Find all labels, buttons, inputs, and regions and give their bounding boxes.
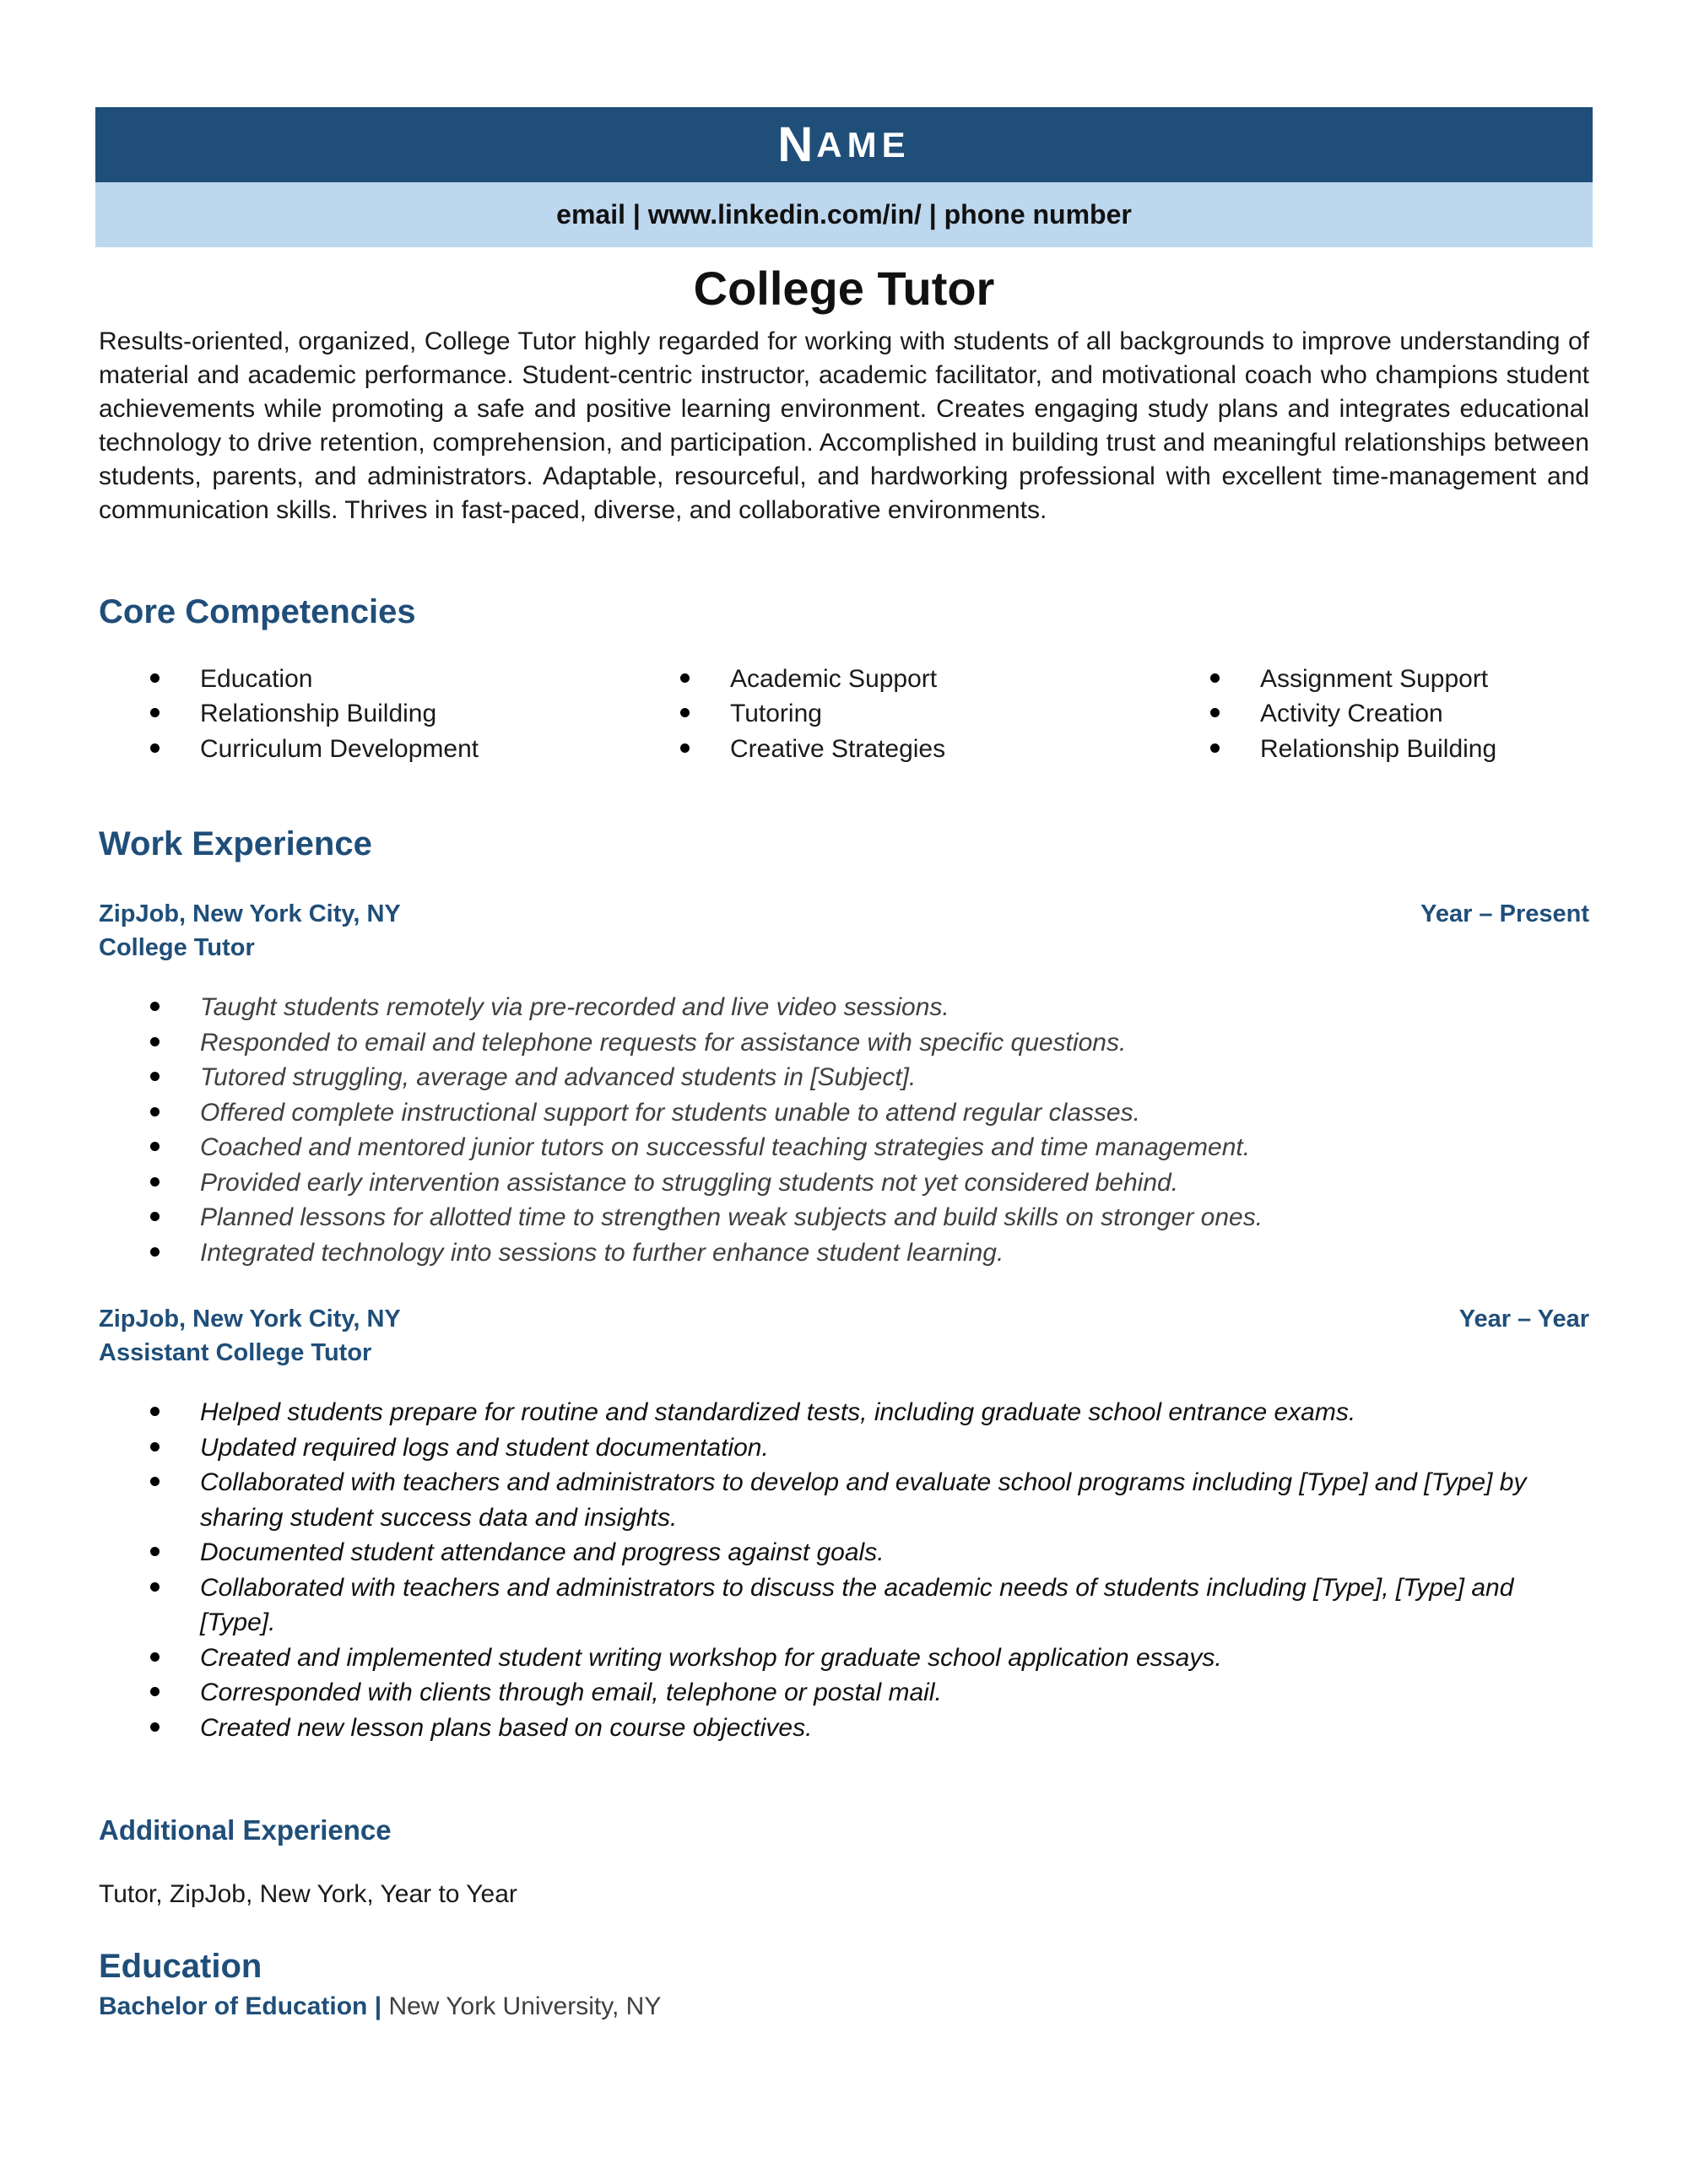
job-dates: Year – Present (1420, 900, 1589, 928)
job-role: Assistant College Tutor (99, 1339, 372, 1367)
competency-item: Activity Creation (1155, 696, 1593, 732)
job-bullet: Collaborated with teachers and administrators to discuss the academic needs of students including [Type], [Type] and [Type]. (95, 1570, 1593, 1641)
competency-item: Creative Strategies (625, 732, 1155, 767)
job-bullet: Collaborated with teachers and administrators to develop and evaluate school programs including [Type] and [Type] by sharing student success data and insights. (95, 1465, 1593, 1535)
job-bullet: Provided early intervention assistance to struggling students not yet considered behind. (95, 1165, 1593, 1201)
competencies-column-1 (95, 662, 625, 767)
competency-item: Relationship Building (95, 696, 625, 732)
education-line (99, 1992, 1593, 2021)
name-rest: AME (816, 124, 911, 165)
name-banner (95, 107, 1593, 182)
job-bullet: Offered complete instructional support for students unable to attend regular classes. (95, 1095, 1593, 1131)
education-degree: Bachelor of Education | (99, 1992, 382, 2021)
job-company: ZipJob, New York City, NY (99, 900, 401, 928)
job-header (99, 1302, 1589, 1336)
additional-experience-heading: Additional Experience (99, 1814, 392, 1846)
education-school: New York University, NY (388, 1992, 662, 2021)
education-heading: Education (99, 1948, 262, 1986)
job-company: ZipJob, New York City, NY (99, 1306, 401, 1333)
job-dates: Year – Year (1458, 1306, 1589, 1333)
job-bullet: Planned lessons for allotted time to strengthen weak subjects and build skills on stronger ones. (95, 1200, 1593, 1235)
summary-paragraph: Results-oriented, organized, College Tutor highly regarded for working with students of all backgrounds to improve understanding of material and academic performance. Student-centric instructor, academic facilitator, and motivational coach who champions student achievements while promoting a safe and positive learning environment. Creates engaging study plans and integrates educational technology to drive retention, comprehension, and participation. Accomplished in building trust and meaningful relationships between students, parents, and administrators. Adaptable, resourceful, and hardworking professional with excellent time-management and communication skills. Thrives in fast-paced, diverse, and collaborative environments. (99, 327, 1589, 524)
core-competencies-heading: Core Competencies (99, 592, 416, 630)
job-title: College Tutor (693, 262, 995, 315)
competencies-column-3 (1155, 662, 1593, 767)
job-bullet: Created and implemented student writing workshop for graduate school application essays. (95, 1641, 1593, 1676)
competencies-grid (95, 662, 1593, 767)
job-bullet: Tutored struggling, average and advanced students in [Subject]. (95, 1060, 1593, 1095)
job-bullet: Created new lesson plans based on course objectives. (95, 1711, 1593, 1746)
competency-item: Relationship Building (1155, 732, 1593, 767)
job-role: College Tutor (99, 934, 255, 962)
job-bullets (95, 990, 1593, 1270)
job-bullet: Documented student attendance and progress against goals. (95, 1535, 1593, 1570)
competency-item: Assignment Support (1155, 662, 1593, 697)
name-initial: N (777, 117, 817, 172)
competencies-column-2 (625, 662, 1155, 767)
job-bullet: Responded to email and telephone requests for assistance with specific questions. (95, 1025, 1593, 1061)
resume-page (95, 107, 1593, 2021)
job-bullet: Taught students remotely via pre-recorded and live video sessions. (95, 990, 1593, 1025)
job-bullets (95, 1395, 1593, 1745)
additional-experience-text: Tutor, ZipJob, New York, Year to Year (99, 1880, 517, 1909)
competency-item: Tutoring (625, 696, 1155, 732)
job-bullet: Corresponded with clients through email, telephone or postal mail. (95, 1675, 1593, 1711)
job-bullet: Integrated technology into sessions to further enhance student learning. (95, 1235, 1593, 1271)
competency-item: Curriculum Development (95, 732, 625, 767)
job-header (99, 897, 1589, 931)
competency-item: Academic Support (625, 662, 1155, 697)
job-bullet: Coached and mentored junior tutors on successful teaching strategies and time management. (95, 1130, 1593, 1165)
contact-line: email | www.linkedin.com/in/ | phone number (95, 182, 1593, 247)
work-experience-heading: Work Experience (99, 825, 372, 863)
job-bullet: Updated required logs and student documentation. (95, 1430, 1593, 1466)
competency-item: Education (95, 662, 625, 697)
job-bullet: Helped students prepare for routine and standardized tests, including graduate school entrance exams. (95, 1395, 1593, 1430)
